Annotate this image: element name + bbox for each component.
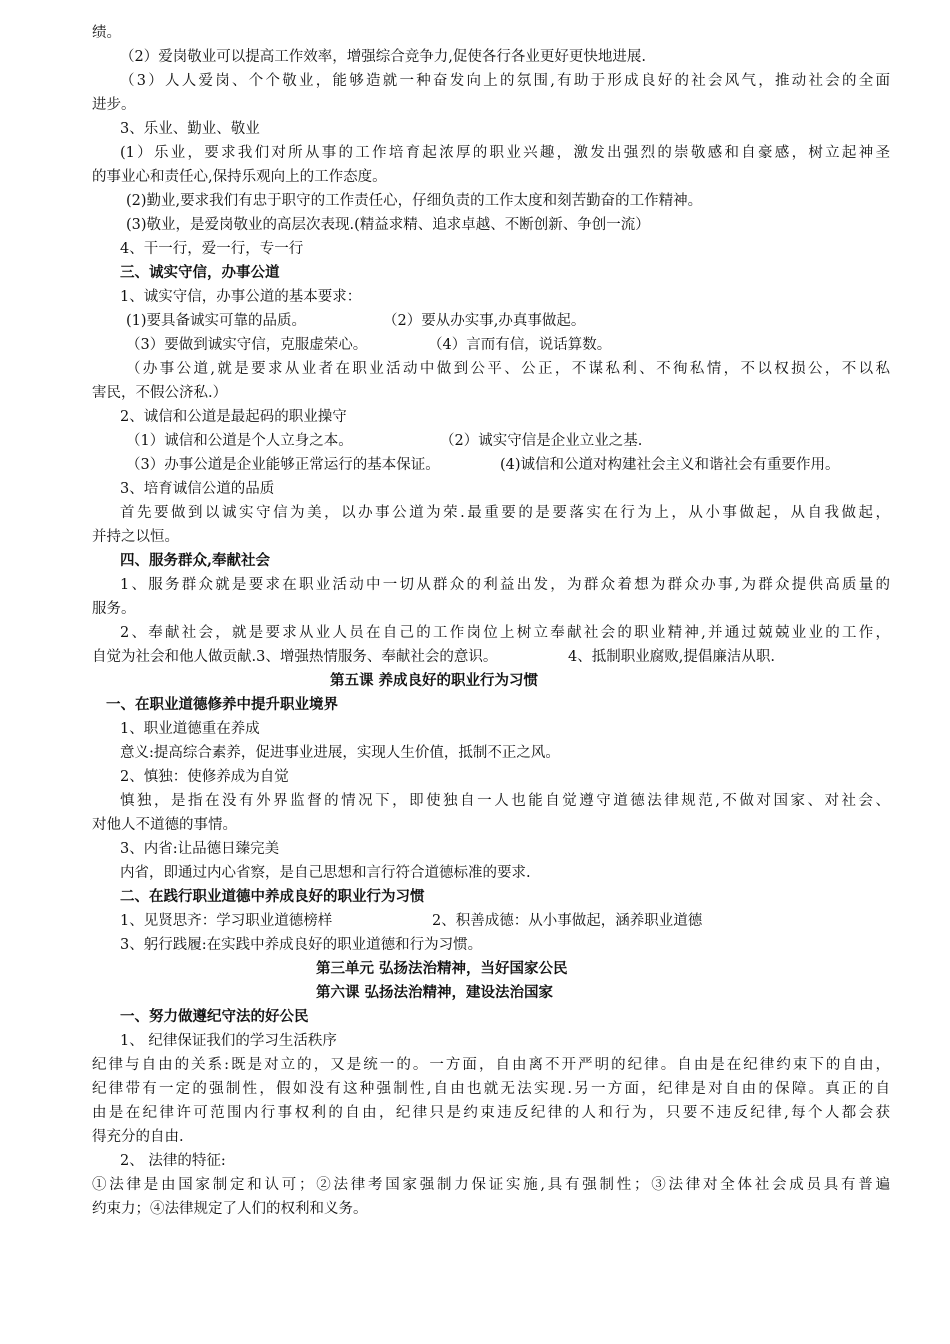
text-line: (4)诚信和公道对构建社会主义和谐社会有重要作用。	[500, 457, 840, 473]
text-line: 慎独，是指在没有外界监督的情况下，即使独自一人也能自觉遵守道德法律规范,不做对国家、对社会、	[120, 793, 890, 809]
text-line: （2）要从办实事,办真事做起。	[383, 313, 586, 329]
text-line: （2）爱岗敬业可以提高工作效率，增强综合竞争力,促使各行各业更好更快地进展.	[120, 49, 646, 65]
text-line: 2、 法律的特征:	[120, 1153, 226, 1169]
section-heading: 二、在践行职业道德中养成良好的职业行为习惯	[120, 888, 425, 905]
text-line: 并持之以恒。	[92, 529, 179, 545]
text-line: 2、奉献社会，就是要求从业人员在自己的工作岗位上树立奉献社会的职业精神,并通过兢兢业业的工作，	[120, 625, 890, 641]
text-line: 服务。	[92, 601, 136, 617]
text-line: 4、抵制职业腐败,提倡廉洁从职.	[568, 649, 775, 665]
text-line: 的事业心和责任心,保持乐观向上的工作态度。	[92, 169, 387, 185]
text-line: （3）人人爱岗、个个敬业，能够造就一种奋发向上的氛围,有助于形成良好的社会风气，推动社会的全面	[120, 73, 890, 89]
text-line: （办事公道,就是要求从业者在职业活动中做到公平、公正，不谋私利、不徇私情，不以权损公，不以私	[126, 361, 890, 377]
text-line: 害民，不假公济私.）	[92, 385, 228, 401]
text-line: 3、乐业、勤业、敬业	[120, 121, 260, 137]
section-heading: 一、在职业道德修养中提升职业境界	[106, 696, 338, 713]
text-line: 2、诚信和公道是最起码的职业操守	[120, 409, 347, 425]
section-heading: 四、服务群众,奉献社会	[120, 552, 271, 569]
text-line: 内省，即通过内心省察，是自己思想和言行符合道德标准的要求.	[120, 865, 531, 881]
text-line: 约束力；④法律规定了人们的权利和义务。	[92, 1201, 368, 1217]
text-line: （2）诚实守信是企业立业之基.	[440, 433, 643, 449]
text-line: 纪律带有一定的强制性，假如没有这种强制性,自由也就无法实现.另一方面，纪律是对自由的保障。真正的自	[92, 1081, 890, 1097]
text-line: 1、见贤思齐：学习职业道德榜样	[120, 913, 333, 929]
lesson-title: 第六课 弘扬法治精神，建设法治国家	[316, 984, 554, 1001]
text-line: 1、职业道德重在养成	[120, 721, 260, 737]
text-line: (2)勤业,要求我们有忠于职守的工作责任心，仔细负责的工作太度和刻苦勤奋的工作精神。	[126, 193, 703, 209]
text-line: 3、躬行践履:在实践中养成良好的职业道德和行为习惯。	[120, 937, 483, 953]
text-line: (1）乐业，要求我们对所从事的工作培育起浓厚的职业兴趣，激发出强烈的崇敬感和自豪感，树立起神圣	[120, 145, 890, 161]
section-heading: 三、诚实守信，办事公道	[120, 264, 280, 281]
text-line: (3)敬业，是爱岗敬业的高层次表现.(精益求精、追求卓越、不断创新、争创一流）	[126, 217, 650, 233]
text-line: 自觉为社会和他人做贡献.3、增强热情服务、奉献社会的意识。	[92, 649, 498, 665]
text-line: （4）言而有信，说话算数。	[428, 337, 612, 353]
unit-title: 第三单元 弘扬法治精神，当好国家公民	[316, 960, 568, 977]
text-line: 3、内省:让品德日臻完美	[120, 841, 280, 857]
text-line: 2、慎独：使修养成为自觉	[120, 769, 289, 785]
text-line: 意义:提高综合素养，促进事业进展，实现人生价值，抵制不正之风。	[120, 745, 560, 761]
text-line: 纪律与自由的关系:既是对立的，又是统一的。一方面，自由离不开严明的纪律。自由是在纪律约束下的自由，	[92, 1057, 890, 1073]
text-line: 4、干一行，爱一行，专一行	[120, 241, 304, 257]
section-heading: 一、努力做遵纪守法的好公民	[120, 1008, 309, 1025]
text-line: 得充分的自由.	[92, 1129, 184, 1145]
text-line: 对他人不道德的事情。	[92, 817, 237, 833]
text-line: (1)要具备诚实可靠的品质。	[126, 313, 307, 329]
text-line: 进步。	[92, 97, 136, 113]
text-line: （1）诚信和公道是个人立身之本。	[126, 433, 353, 449]
text-line: 首先要做到以诚实守信为美，以办事公道为荣.最重要的是要落实在行为上，从小事做起，从自我做起，	[120, 505, 890, 521]
text-line: 1、服务群众就是要求在职业活动中一切从群众的利益出发，为群众着想为群众办事,为群众提供高质量的	[120, 577, 890, 593]
text-line: 绩。	[92, 25, 121, 41]
text-line: （3）要做到诚实守信，克服虚荣心。	[126, 337, 368, 353]
lesson-title: 第五课 养成良好的职业行为习惯	[330, 672, 539, 689]
text-line: 1、 纪律保证我们的学习生活秩序	[120, 1033, 337, 1049]
text-line: 3、培育诚信公道的品质	[120, 481, 275, 497]
text-line: 1、诚实守信，办事公道的基本要求：	[120, 289, 362, 305]
text-line: 由是在纪律许可范围内行事权利的自由，纪律只是约束违反纪律的人和行为，只要不违反纪律,每个人都会获	[92, 1105, 890, 1121]
text-line: 2、积善成德：从小事做起，涵养职业道德	[432, 913, 703, 929]
text-line: ①法律是由国家制定和认可；②法律考国家强制力保证实施,具有强制性；③法律对全体社会成员具有普遍	[92, 1177, 890, 1193]
text-line: （3）办事公道是企业能够正常运行的基本保证。	[126, 457, 440, 473]
